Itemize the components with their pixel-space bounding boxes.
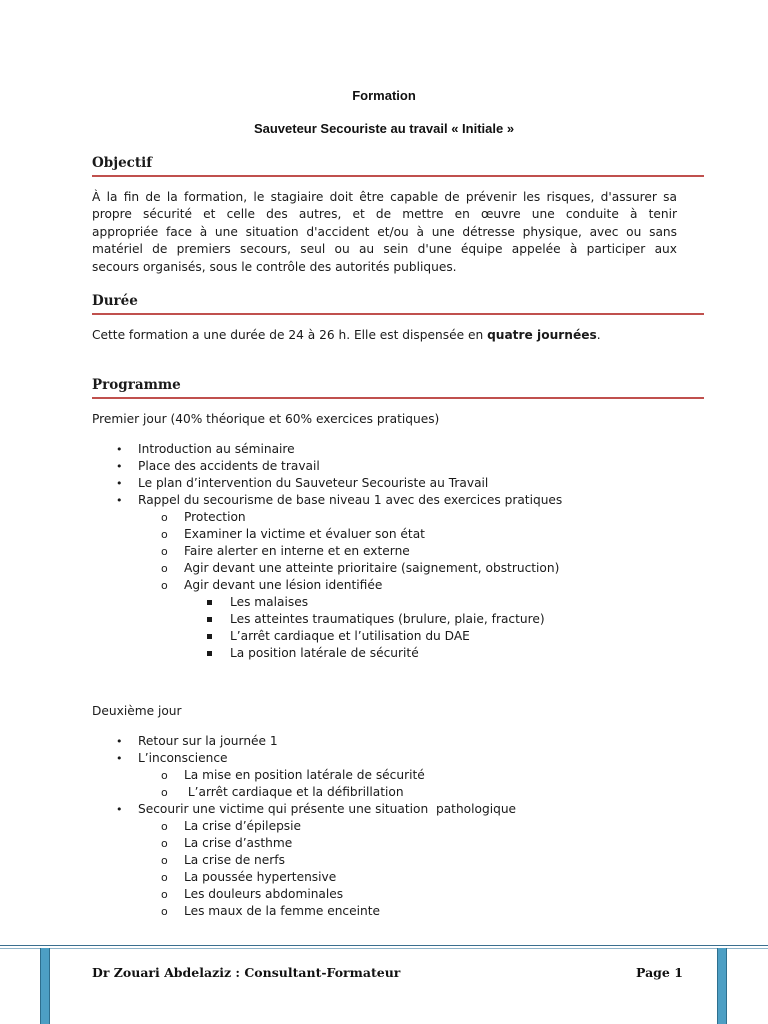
circle-bullet-icon: o [161,769,168,782]
list-item: Le plan d’intervention du Sauveteur Secouriste au Travail [138,476,489,490]
bullet-icon: • [116,443,123,456]
objectif-line: propre sécurité et celle des autres, et de mettre en œuvre une conduite à tenir [92,207,677,222]
square-bullet-icon [207,617,212,622]
list-subitem: Faire alerter en interne et en externe [184,544,410,558]
circle-bullet-icon: o [161,905,168,918]
footer-bar-right [717,948,727,1024]
square-bullet-icon [207,651,212,656]
square-bullet-icon [207,634,212,639]
heading-duree: Durée [92,293,704,315]
bullet-icon: • [116,494,123,507]
list-item: Introduction au séminaire [138,442,295,456]
objectif-line: appropriée face à une situation d'accident et/ou à une détresse physique, avec ou sans [92,224,677,239]
circle-bullet-icon: o [161,854,168,867]
bullet-icon: • [116,752,123,765]
circle-bullet-icon: o [161,871,168,884]
heading-programme: Programme [92,377,704,399]
list-subitem: Les douleurs abdominales [184,887,344,901]
list-item: Place des accidents de travail [138,459,320,473]
objectif-line: secours organisés, sous le contrôle des autorités publiques. [92,259,457,274]
list-subitem: La poussée hypertensive [184,870,337,884]
footer-rule [0,945,768,946]
bullet-icon: • [116,735,123,748]
duree-text [92,327,601,344]
bullet-icon: • [116,803,123,816]
circle-bullet-icon: o [161,888,168,901]
list-subitem: La crise de nerfs [184,853,285,867]
footer-page-number: Page 1 [636,965,683,980]
duree-bold: quatre journées [487,328,597,342]
document-subtitle: Sauveteur Secouriste au travail « Initiale » [253,121,515,136]
circle-bullet-icon: o [161,579,168,592]
list-subsubitem: La position latérale de sécurité [230,646,419,660]
circle-bullet-icon: o [161,837,168,850]
list-subitem: La crise d’asthme [184,836,293,850]
day2-label: Deuxième jour [92,704,182,718]
list-subsubitem: L’arrêt cardiaque et l’utilisation du DAE [230,629,470,643]
objectif-paragraph [92,189,677,276]
list-subsubitem: Les atteintes traumatiques (brulure, plaie, fracture) [230,612,545,626]
list-subitem: L’arrêt cardiaque et la défibrillation [184,785,404,799]
list-subitem: Examiner la victime et évaluer son état [184,527,425,541]
list-subitem: La mise en position latérale de sécurité [184,768,425,782]
list-item: L’inconscience [138,751,228,765]
duree-text-end: . [596,328,601,342]
circle-bullet-icon: o [161,545,168,558]
circle-bullet-icon: o [161,562,168,575]
square-bullet-icon [207,600,212,605]
footer-rule-light [0,948,768,949]
footer-author: Dr Zouari Abdelaziz : Consultant-Formateur [92,965,401,980]
list-subitem: La crise d’épilepsie [184,819,302,833]
list-subitem: Agir devant une lésion identifiée [184,578,383,592]
circle-bullet-icon: o [161,786,168,799]
bullet-icon: • [116,477,123,490]
bullet-icon: • [116,460,123,473]
list-item: Retour sur la journée 1 [138,734,278,748]
objectif-line: À la fin de la formation, le stagiaire doit être capable de prévenir les risques, d'assurer sa [92,190,677,204]
duree-text-part: Cette formation a une durée de 24 à 26 h. Elle est dispensée en [92,328,488,342]
list-item: Rappel du secourisme de base niveau 1 avec des exercices pratiques [138,493,563,507]
list-subsubitem: Les malaises [230,595,309,609]
objectif-line: matériel de premiers secours, seul ou au sein d'une équipe appelée à participer aux [92,242,677,257]
document-title: Formation [352,88,416,103]
circle-bullet-icon: o [161,820,168,833]
heading-objectif: Objectif [92,155,704,177]
list-subitem: Protection [184,510,246,524]
footer-bar-left [40,948,50,1024]
circle-bullet-icon: o [161,511,168,524]
circle-bullet-icon: o [161,528,168,541]
list-subitem: Agir devant une atteinte prioritaire (saignement, obstruction) [184,561,560,575]
list-item: Secourir une victime qui présente une situation pathologique [138,802,517,816]
day1-label: Premier jour (40% théorique et 60% exercices pratiques) [92,412,440,426]
list-subitem: Les maux de la femme enceinte [184,904,380,918]
